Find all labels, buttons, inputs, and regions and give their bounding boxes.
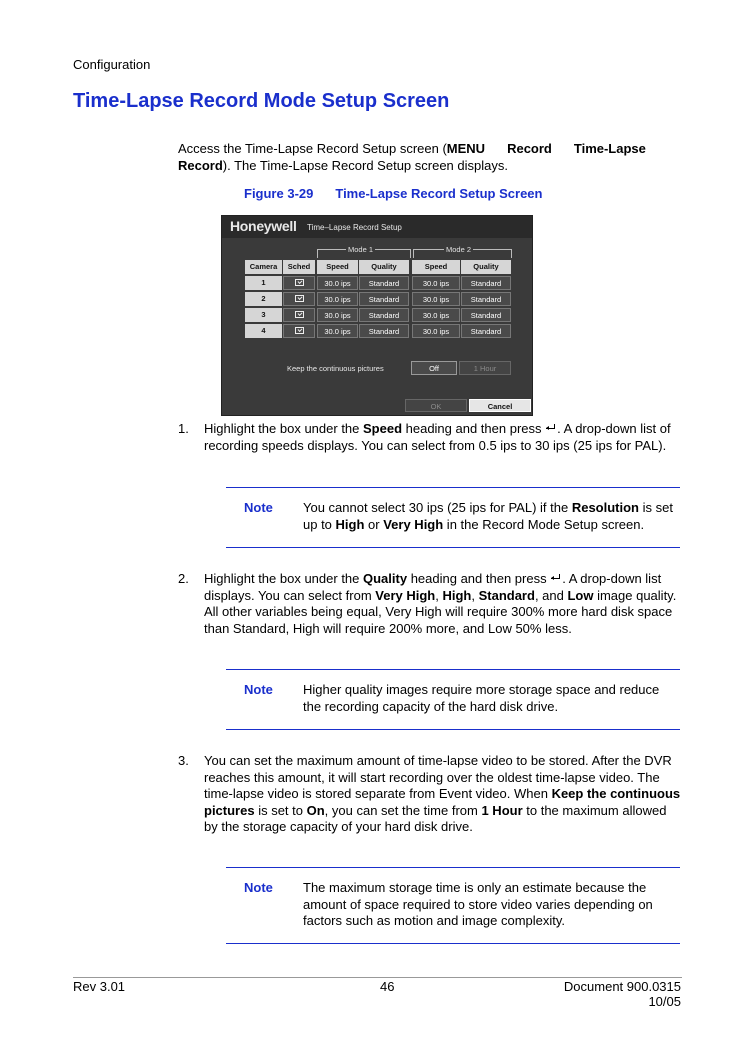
camera-number: 4 bbox=[245, 324, 282, 338]
note-divider bbox=[226, 669, 680, 670]
note-divider bbox=[226, 943, 680, 944]
speed2-field[interactable]: 30.0 ips bbox=[412, 324, 460, 338]
page-title: Time-Lapse Record Mode Setup Screen bbox=[73, 90, 450, 112]
keep-pictures-label: Keep the continuous pictures bbox=[287, 364, 384, 373]
speed2-field[interactable]: 30.0 ips bbox=[412, 276, 460, 290]
mode2-label: Mode 2 bbox=[446, 245, 472, 254]
quality2-field[interactable]: Standard bbox=[461, 324, 511, 338]
mode1-label: Mode 1 bbox=[348, 245, 374, 254]
enter-key-icon bbox=[546, 424, 556, 432]
footer-date: 10/05 bbox=[648, 994, 681, 1009]
camera-number: 2 bbox=[245, 292, 282, 306]
camera-number: 3 bbox=[245, 308, 282, 322]
speed1-field[interactable]: 30.0 ips bbox=[317, 292, 358, 306]
note-label: Note bbox=[244, 682, 273, 697]
speed1-field[interactable]: 30.0 ips bbox=[317, 276, 358, 290]
checkmark-icon bbox=[295, 327, 304, 334]
quality1-field[interactable]: Standard bbox=[359, 324, 409, 338]
dvr-setup-screen bbox=[221, 215, 533, 416]
footer-divider bbox=[73, 977, 682, 978]
checkmark-icon bbox=[295, 295, 304, 302]
note-text: The maximum storage time is only an estimate because the amount of space required to store video varies depending on factors such as motion and image complexity. bbox=[303, 880, 653, 928]
column-header-quality2: Quality bbox=[461, 260, 511, 274]
keep-pictures-toggle[interactable]: Off bbox=[411, 361, 457, 375]
note-label: Note bbox=[244, 880, 273, 895]
checkmark-icon bbox=[295, 279, 304, 286]
step-text: Highlight the box under the Quality heading and then press . A drop-down list displays. You can select from Very High, High, Standard, and Low image quality. All other variables being equal, Very High will require 300% more hard disk space than Standard, High will require 200% more, and Low 50% less. bbox=[204, 571, 677, 636]
column-header-speed2: Speed bbox=[412, 260, 460, 274]
note-divider bbox=[226, 867, 680, 868]
schedule-checkbox[interactable] bbox=[283, 276, 315, 290]
enter-key-icon bbox=[551, 574, 561, 582]
speed1-field[interactable]: 30.0 ips bbox=[317, 308, 358, 322]
ok-button[interactable]: OK bbox=[405, 399, 467, 412]
quality1-field[interactable]: Standard bbox=[359, 276, 409, 290]
quality1-field[interactable]: Standard bbox=[359, 292, 409, 306]
speed2-field[interactable]: 30.0 ips bbox=[412, 308, 460, 322]
step-number: 3. bbox=[178, 753, 189, 768]
step-text: You can set the maximum amount of time-lapse video to be stored. After the DVR reaches this amount, it will start recording over the oldest time-lapse video. The time-lapse video is stored separate from Event video. When Keep the continuous pictures is set to On, you can set the time from 1 Hour to the maximum allowed by the storage capacity of your hard disk drive. bbox=[204, 753, 681, 834]
note-divider bbox=[226, 729, 680, 730]
quality2-field[interactable]: Standard bbox=[461, 308, 511, 322]
honeywell-logo: Honeywell bbox=[230, 218, 297, 234]
keep-time-field[interactable]: 1 Hour bbox=[459, 361, 511, 375]
intro-paragraph: Access the Time-Lapse Record Setup screen (MENU Record Time-Lapse Record). The Time-Lapse Record Setup screen displays. bbox=[178, 141, 646, 173]
footer-page-number: 46 bbox=[380, 979, 395, 994]
column-header-quality1: Quality bbox=[359, 260, 409, 274]
quality1-field[interactable]: Standard bbox=[359, 308, 409, 322]
camera-number: 1 bbox=[245, 276, 282, 290]
note-divider bbox=[226, 487, 680, 488]
step-text: Highlight the box under the Speed heading and then press . A drop-down list of recording speeds displays. You can select from 0.5 ips to 30 ips (25 ips for PAL). bbox=[204, 421, 671, 453]
column-header-camera: Camera bbox=[245, 260, 282, 274]
quality2-field[interactable]: Standard bbox=[461, 292, 511, 306]
section-label: Configuration bbox=[73, 57, 151, 72]
quality2-field[interactable]: Standard bbox=[461, 276, 511, 290]
schedule-checkbox[interactable] bbox=[283, 292, 315, 306]
schedule-checkbox[interactable] bbox=[283, 308, 315, 322]
cancel-button[interactable]: Cancel bbox=[469, 399, 531, 412]
footer-document-id: Document 900.0315 bbox=[563, 979, 681, 994]
column-header-speed1: Speed bbox=[317, 260, 358, 274]
step-number: 1. bbox=[178, 421, 189, 436]
dvr-screen-title: Time–Lapse Record Setup bbox=[307, 223, 402, 232]
checkmark-icon bbox=[295, 311, 304, 318]
note-divider bbox=[226, 547, 680, 548]
column-header-sched: Sched bbox=[283, 260, 315, 274]
step-number: 2. bbox=[178, 571, 189, 586]
figure-caption: Figure 3-29 Time-Lapse Record Setup Screen bbox=[244, 186, 543, 201]
note-text: You cannot select 30 ips (25 ips for PAL) if the Resolution is set up to High or Very High in the Record Mode Setup screen. bbox=[303, 500, 673, 532]
footer-revision: Rev 3.01 bbox=[73, 979, 126, 994]
note-text: Higher quality images require more storage space and reduce the recording capacity of the hard disk drive. bbox=[303, 682, 660, 714]
speed2-field[interactable]: 30.0 ips bbox=[412, 292, 460, 306]
dvr-title-bar bbox=[222, 216, 532, 238]
speed1-field[interactable]: 30.0 ips bbox=[317, 324, 358, 338]
schedule-checkbox[interactable] bbox=[283, 324, 315, 338]
note-label: Note bbox=[244, 500, 273, 515]
